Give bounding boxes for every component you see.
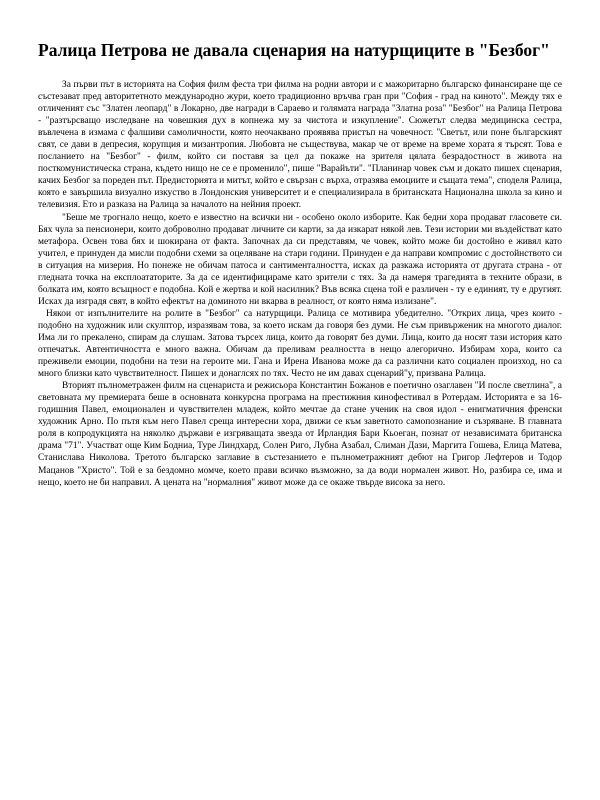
- article-page: [38, 40, 562, 489]
- article-paragraph-2: "Беше ме трогнало нещо, което е известно на всички ни - особено около изборите. Как бедни хора продават гласовете си. Бях чула за пенсионери, които доброволно продават личните си карти, за да изкарат някой лев. Тези истории ми въздействат като метафора. Освен това бях и шокирана от факта. Започнах да си представям, че човек, който може би достойно е живял като учител, е принуден да мисли подобни схеми за оцеляване на стари години. Принуден е да направи компромис с достойнството си в ситуация на мизерия. Но понеже не обичам патоса и сантименталността, исках да разкажа историята от другата страна - от гледната точка на експлоататорите. За да се идентифицираме като зрители с тях. За да намеря трагедията в техните образи, в болката им, която всъщност е подобна. Кой е жертва и кой насилник? Във всяка сцена той е различен - ту е единият, ту е другият. Исках да изградя свят, в който ефектът на доминото ни вкарва в реалност, от която няма излизане".: [38, 212, 562, 307]
- article-paragraph-4: Вторият пълнометражен филм на сценариста и режисьора Константин Божанов е поетично озаглавен "И после светлина", а световната му премиерата беше в основната конкурсна програма на престижния кинофестивал в Ротердам. Историята е за 16-годишния Павел, емоционален и чувствителен младеж, който мечтае да стане ученик на своя идол - енигматичния френски художник Арно. По пътя към него Павел среща интересни хора, движи се към заветното самопознание и съзряване. В главната роля в копродукцията на няколко държави е изгряващата звезда от Ирландия Бари Кьоеган, познат от независимата британска драма "71". Участват още Ким Бодниа, Туре Линдхард, Солен Риго, Лубна Азабал, Слиман Дази, Маргита Гошева, Елица Матева, Станислава Николова. Третото българско заглавие в състезанието е пълнометражният дебют на Григор Лефтеров и Тодор Мацанов "Христо". Той е за бездомно момче, което прави всичко възможно, за да води нормален живот. Но, разбира се, има и нещо, което не би направил. А цената на "нормалния" живот може да се окаже твърде висока за него.: [38, 381, 562, 488]
- article-paragraph-3: Някои от изпълнителите на ролите в "Безбог" са натурщици. Ралица се мотивира убедително. "Открих лица, чрез които - подобно на художник или скулптор, изразявам това, за което искам да говоря без думи. Не съм привърженик на многото диалог. Има ли го прекалено, спирам да слушам. Затова търсех лица, които да говорят без думи. Лица, които да носят тази история като отпечатък. Автентичността е много важна. Обичам да преливам реалността в нещо алегорично. Избирам хора, които са преживели емоции, подобни на тези на героите ми. Гана и Ирена Иванова може да са различни като социален произход, но са много близки като чувствителност. Пишех и донаглсях по тях. Често не им давах сценарий"у, призвана Ралица.: [38, 308, 562, 380]
- article-paragraph-1: За първи път в историята на София филм феста три филма на родни автори и с мажоритарно българско финансиране ще се състезават пред авторитетното международно жури, което традиционно връчва гран при "София - град на киното". Между тях е отличеният със "Златен леопард" в Локарно, две награди в Сараево и голямата награда "Златна роза" "Безбог" на Ралица Петрова - "разтърсващо изследване на човешкия дух в копнежа му за чистота и изкупление". Сюжетът следва медицинска сестра, въвлечена в измама с фалшиви самоличности, която неочаквано проявява пристъп на човечност. "Светът, или поне българският свят, се дави в депресия, корупция и мизантропия. Любовта не съществува, макар че от време на време хората я търсят. Това е посланието на "Безбог" - филм, който си поставя за цел да покаже на зрителя цялата безрадостност в живота на посткомунистическа страна, където нищо не се е променило", пише "Варайъти". "Планинар човек съм и докато пишех сценария, качих Безбог за пореден път. Предисторията и митът, който е свързан с върха, отразява емоциите и същата тема", споделя Ралица, която е завършила визуално изкуство в Лондонския университет и е специализирала в британската Национална школа за кино и телевизия. Ето и разказа на Ралица за началото на нейния проект.: [38, 80, 562, 211]
- article-title: Ралица Петрова не давала сценария на натурщиците в "Безбог": [38, 40, 550, 60]
